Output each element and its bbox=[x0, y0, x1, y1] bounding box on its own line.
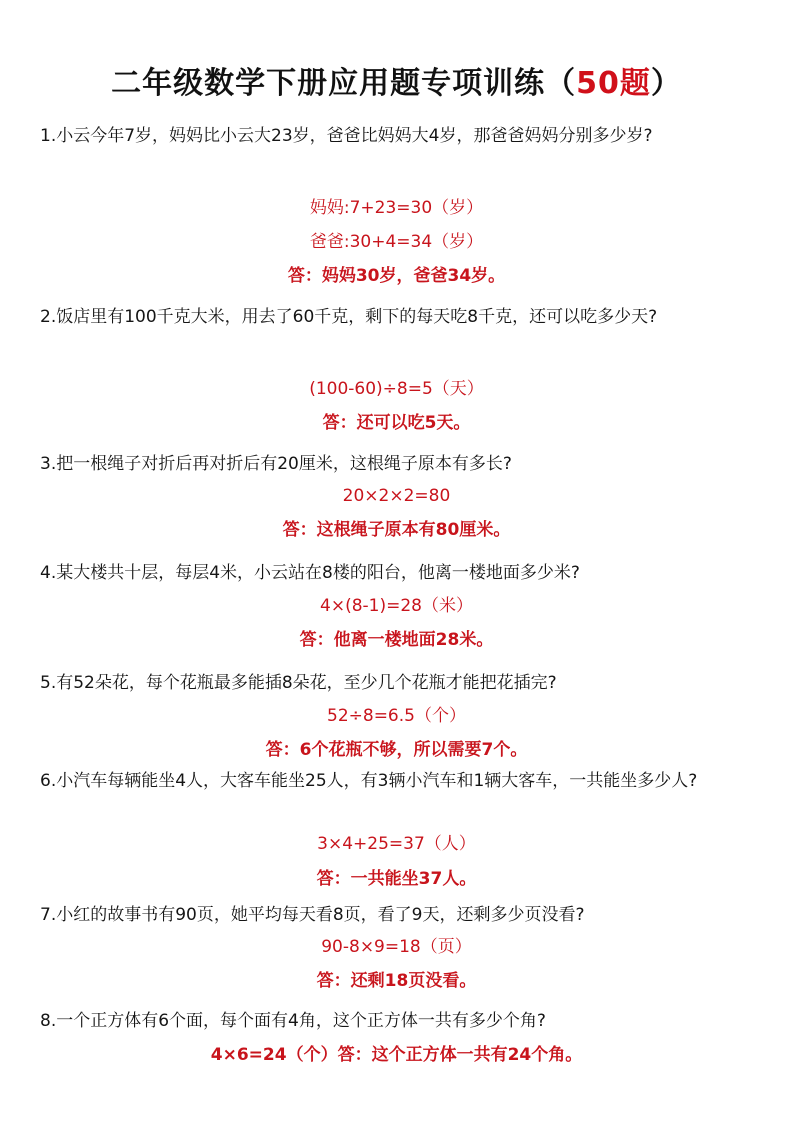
title-highlight: 50题 bbox=[576, 66, 651, 101]
answer-5: 答：6个花瓶不够，所以需要7个。 bbox=[265, 740, 528, 760]
answer-7: 答：还剩18页没看。 bbox=[316, 971, 477, 991]
answer-8: 4×6=24（个）答：这个正方体一共有24个角。 bbox=[210, 1045, 583, 1065]
question-4: 4.某大楼共十层，每层4米，小云站在8楼的阳台，他离一楼地面多少米? bbox=[40, 563, 580, 583]
solution-step-3-1: 20×2×2=80 bbox=[342, 486, 451, 506]
question-7: 7.小红的故事书有90页，她平均每天看8页，看了9天，还剩多少页没看? bbox=[40, 905, 585, 925]
answer-1: 答：妈妈30岁，爸爸34岁。 bbox=[287, 266, 506, 286]
question-1: 1.小云今年7岁，妈妈比小云大23岁，爸爸比妈妈大4岁，那爸爸妈妈分别多少岁? bbox=[40, 126, 653, 146]
title-main: 二年级数学下册应用题专项训练（ bbox=[111, 66, 577, 101]
question-2: 2.饭店里有100千克大米，用去了60千克，剩下的每天吃8千克，还可以吃多少天? bbox=[40, 307, 658, 327]
answer-3: 答：这根绳子原本有80厘米。 bbox=[282, 520, 511, 540]
title-end: ） bbox=[650, 66, 682, 101]
question-6: 6.小汽车每辆能坐4人，大客车能坐25人，有3辆小汽车和1辆大客车，一共能坐多少人? bbox=[40, 771, 698, 791]
answer-6: 答：一共能坐37人。 bbox=[316, 869, 477, 889]
solution-step-4-1: 4×(8-1)=28（米） bbox=[320, 596, 473, 616]
answer-2: 答：还可以吃5天。 bbox=[322, 413, 471, 433]
solution-step-1-2: 爸爸:30+4=34（岁） bbox=[309, 232, 484, 252]
solution-step-1-1: 妈妈:7+23=30（岁） bbox=[309, 198, 484, 218]
answer-4: 答：他离一楼地面28米。 bbox=[299, 630, 494, 650]
solution-step-2-1: (100-60)÷8=5（天） bbox=[309, 379, 484, 399]
question-5: 5.有52朵花，每个花瓶最多能插8朵花，至少几个花瓶才能把花插完? bbox=[40, 673, 557, 693]
question-8: 8.一个正方体有6个面，每个面有4角，这个正方体一共有多少个角? bbox=[40, 1011, 546, 1031]
solution-step-5-1: 52÷8=6.5（个） bbox=[327, 706, 466, 726]
solution-step-6-1: 3×4+25=37（人） bbox=[317, 834, 476, 854]
page-title bbox=[0, 58, 793, 102]
question-3: 3.把一根绳子对折后再对折后有20厘米，这根绳子原本有多长? bbox=[40, 454, 512, 474]
solution-step-7-1: 90-8×9=18（页） bbox=[321, 937, 472, 957]
